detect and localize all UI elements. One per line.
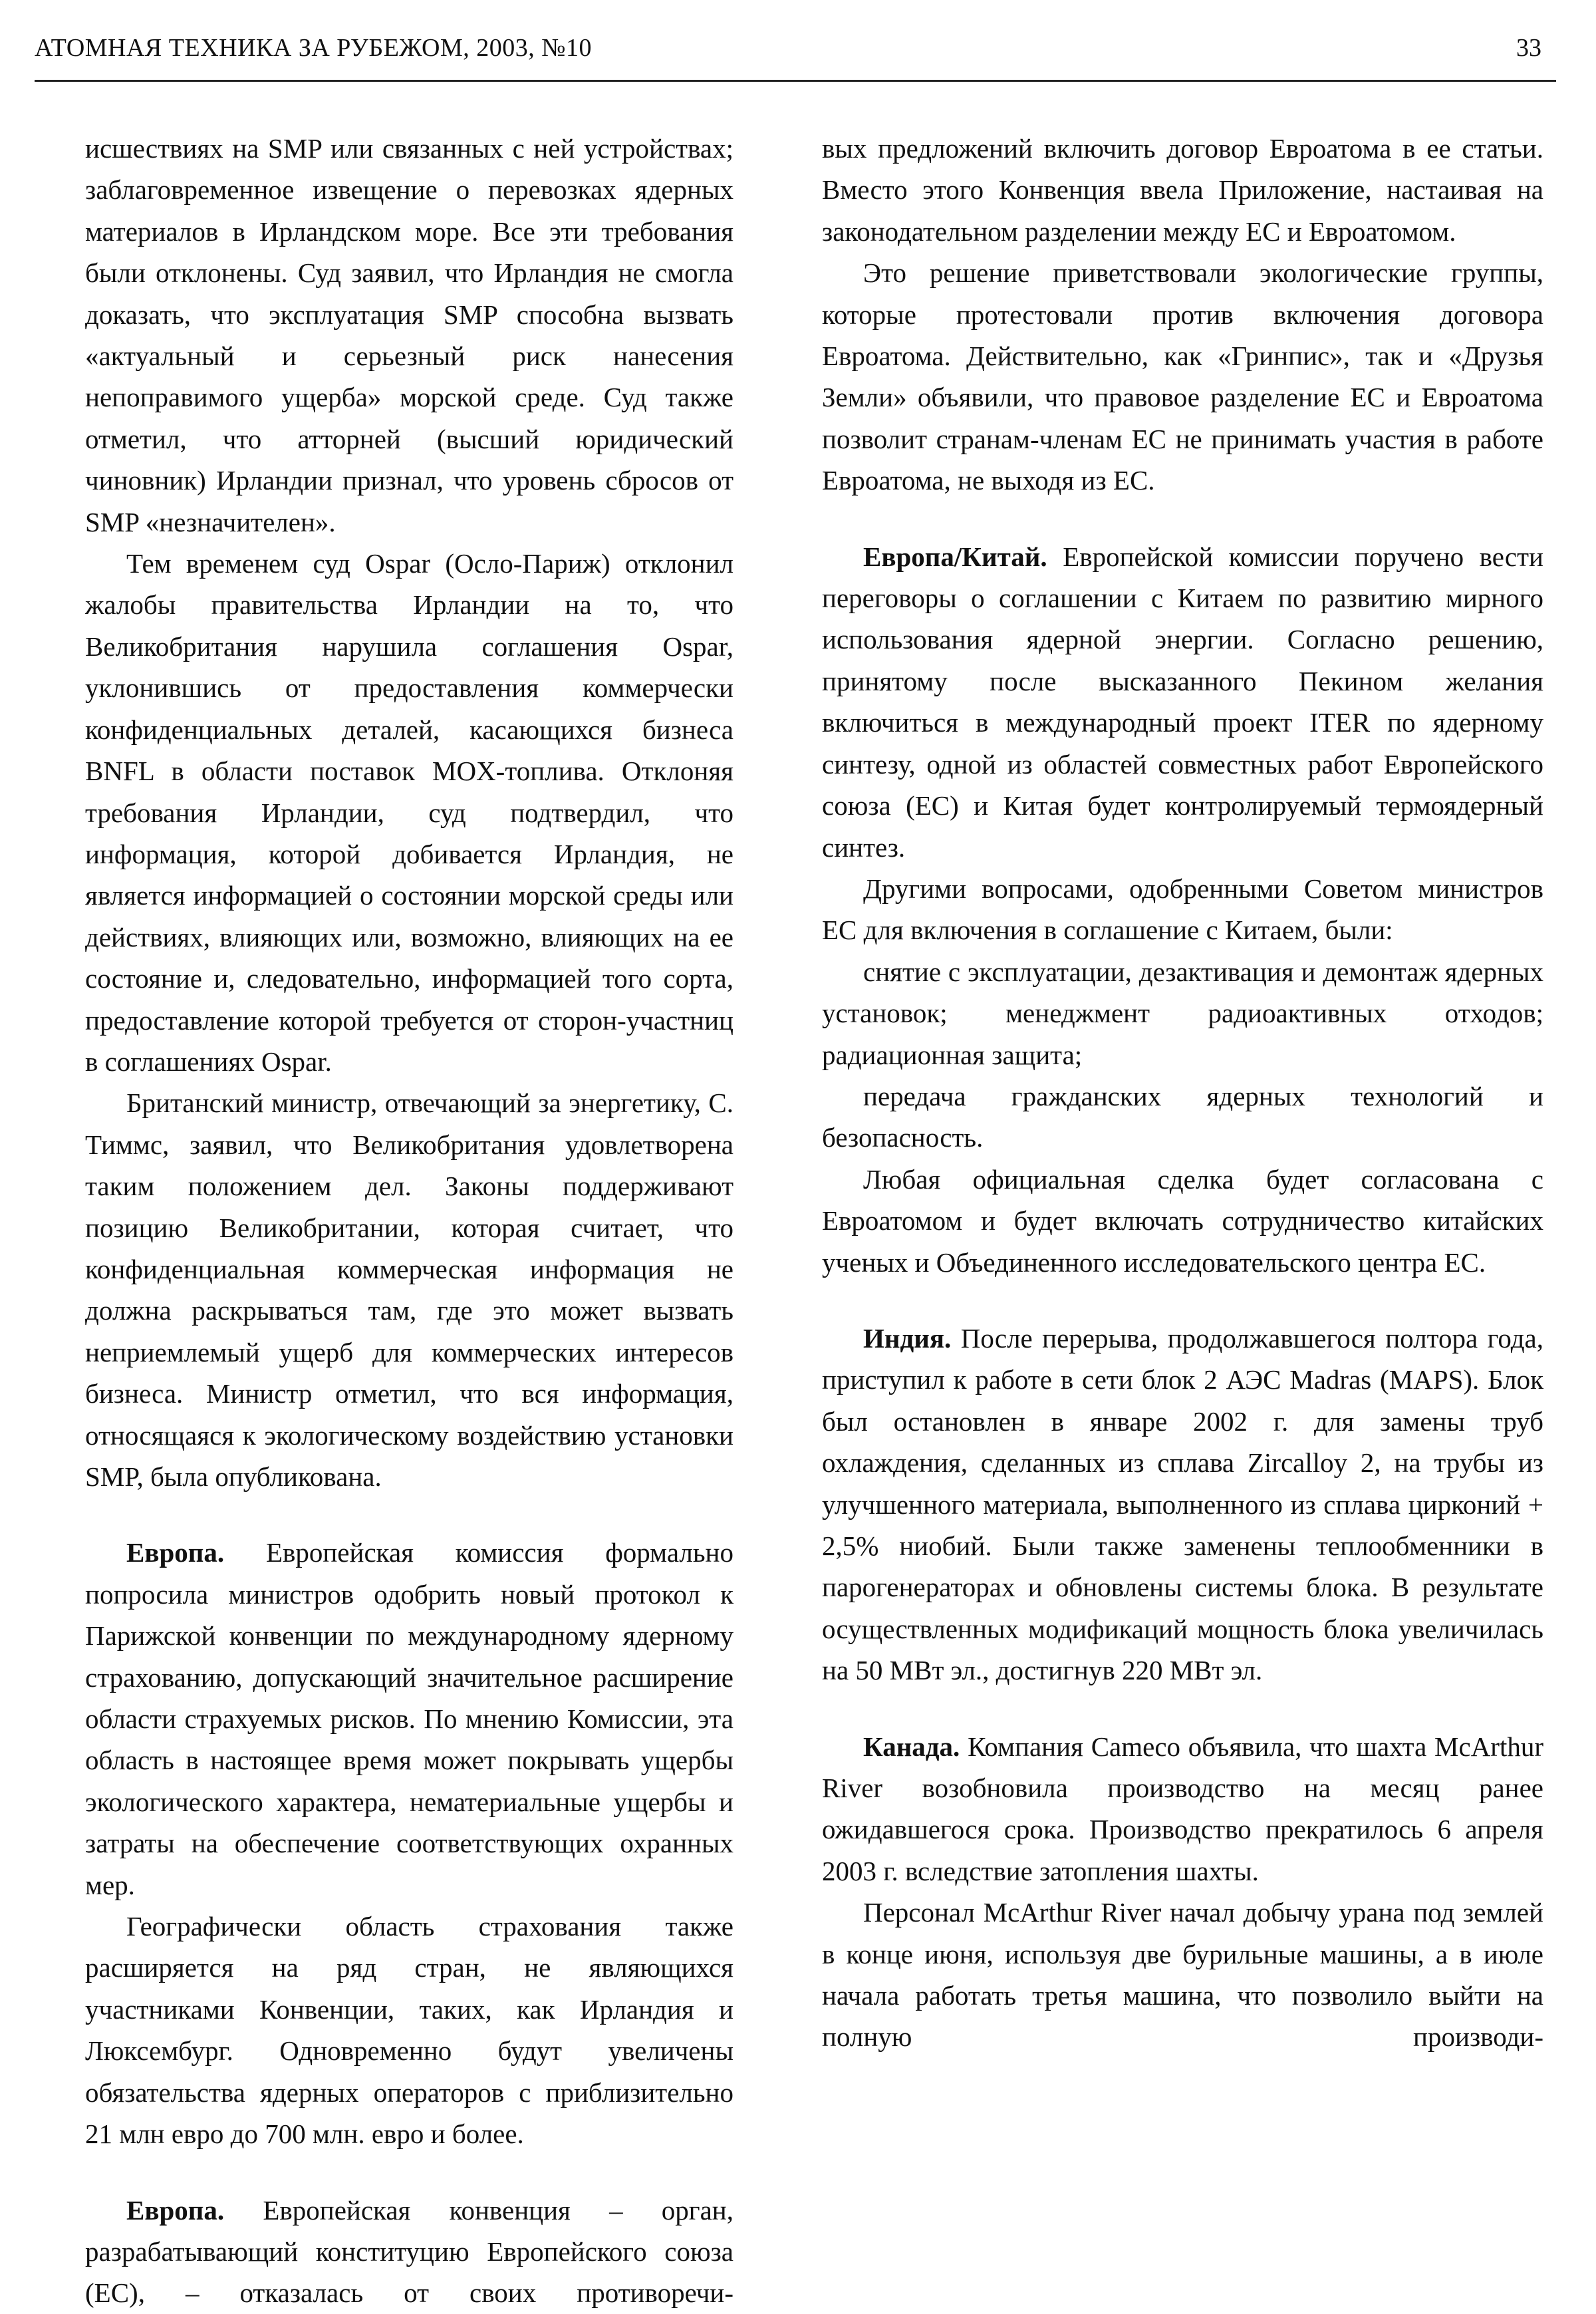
paragraph-text: Другими вопросами, одобренными Советом министров ЕС для включения в соглашение с Китаем, были:	[822, 873, 1543, 946]
right-column	[822, 128, 1543, 2058]
left-column	[85, 128, 733, 2314]
paragraph	[822, 868, 1543, 951]
paragraph-text: Любая официальная сделка будет согласована с Евроатомом и будет включать сотрудничество китайских ученых и Объединенного исследовательского центра ЕС.	[822, 1163, 1543, 1278]
running-header	[35, 27, 1556, 82]
paragraph-text: Это решение приветствовали экологические группы, которые протестовали против включения договора Евроатома. Действительно, как «Гринпис», так и «Друзья Земли» объявили, что правовое разделение ЕС и Евроатома позволит странам-членам ЕС не принимать участия в работе Евроатома, не выходя из ЕС.	[822, 257, 1543, 496]
paragraph	[85, 128, 733, 543]
paragraph-text: Компания Cameco объявила, что шахта McArthur River возобновила производство на месяц ранее ожидавшегося срока. Производство прекратилось 6 апреля 2003 г. вследствие затопления шахты.	[822, 1731, 1543, 1886]
paragraph	[85, 1906, 733, 2154]
paragraph-text: Географически область страхования также расширяется на ряд стран, не являющихся участниками Конвенции, таких, как Ирландия и Люксембург. Одновременно будут увеличены обязательства ядерных операторов с приблизительно 21 млн евро до 700 млн. евро и более.	[85, 1911, 733, 2150]
paragraph	[822, 252, 1543, 501]
paragraph-text: После перерыва, продолжавшегося полтора года, приступил к работе в сети блок 2 АЭС Madras (MAPS). Блок был остановлен в январе 2002 г. для замены труб охлаждения, сделанных из сплава Zircalloy 2, на трубы из улучшенного материала, выполненного из сплава цирконий + 2,5% ниобий. Были также заменены теплообменники в парогенераторах и обновлены системы блока. В результате осуществленных модификаций мощность блока увеличилась на 50 МВт эл., достигнув 220 МВт эл.	[822, 1322, 1543, 1686]
section-lead: Европа.	[126, 2194, 225, 2226]
paragraph	[85, 1082, 733, 1497]
paragraph-europe-insurance	[85, 1532, 733, 1906]
paragraph	[822, 1159, 1543, 1283]
paragraph	[822, 1892, 1543, 2058]
paragraph-europe-china	[822, 536, 1543, 868]
paragraph-india	[822, 1318, 1543, 1691]
paragraph-text: снятие с эксплуатации, дезактивация и демонтаж ядерных установок; менеджмент радиоактивных отходов; радиационная защита;	[822, 956, 1543, 1070]
section-lead: Европа.	[126, 1537, 225, 1568]
paragraph-text: Европейской комиссии поручено вести переговоры о соглашении с Китаем по развитию мирного использования ядерной энергии. Согласно решению, принятому после высказанного Пекином желания включиться в международный проект ITER по ядерному синтезу, одной из областей совместных работ Европейского союза (ЕС) и Китая будет контролируемый термоядерный синтез.	[822, 541, 1543, 863]
paragraph-text: Британский министр, отвечающий за энергетику, С. Тиммс, заявил, что Великобритания удовлетворена таким положением дел. Законы поддерживают позицию Великобритании, которая считает, что конфиденциальная коммерческая информация не должна раскрываться там, где это может вызвать неприемлемый ущерб для коммерческих интересов бизнеса. Министр отметил, что вся информация, относящаяся к экологическому воздействию установки SMP, была опубликована.	[85, 1087, 733, 1492]
paragraph-text: вых предложений включить договор Евроатома в ее статьи. Вместо этого Конвенция ввела Приложение, настаивая на законодательном разделении между ЕС и Евроатомом.	[822, 133, 1543, 247]
paragraph	[822, 128, 1543, 252]
list-item	[822, 1076, 1543, 1159]
paragraph-canada	[822, 1726, 1543, 1892]
journal-title: АТОМНАЯ ТЕХНИКА ЗА РУБЕЖОМ, 2003, №10	[35, 34, 593, 62]
section-lead: Индия.	[863, 1322, 952, 1354]
list-item	[822, 951, 1543, 1076]
paragraph-text: Тем временем суд Ospar (Осло-Париж) отклонил жалобы правительства Ирландии на то, что Великобритания нарушила соглашения Ospar, уклонившись от предоставления коммерчески конфиденциальных деталей, касающихся бизнеса BNFL в области поставок MOX-топлива. Отклоняя требования Ирландии, суд подтвердил, что информация, которой добивается Ирландия, не является информацией о состоянии морской среды или действиях, влияющих или, возможно, влияющих на ее состояние и, следовательно, информацией того сорта, предоставление которой требуется от сторон-участниц в соглашениях Ospar.	[85, 548, 733, 1077]
section-lead: Канада.	[863, 1731, 960, 1762]
section-lead: Европа/Китай.	[863, 541, 1047, 572]
paragraph-europe-convention	[85, 2190, 733, 2314]
page-number: 33	[1516, 34, 1541, 62]
paragraph-text: Персонал McArthur River начал добычу урана под землей в конце июня, используя две бурильные машины, а в июле начала работать третья машина, что позволило выйти на полную производи-	[822, 1897, 1543, 2053]
paragraph-text: передача гражданских ядерных технологий и безопасность.	[822, 1080, 1543, 1153]
paragraph	[85, 543, 733, 1082]
paragraph-text: Европейская конвенция – орган, разрабатывающий конституцию Европейского союза (ЕС), – отказалась от своих противоречи-	[85, 2194, 733, 2309]
paragraph-text: Европейская комиссия формально попросила министров одобрить новый протокол к Парижской конвенции по международному ядерному страхованию, допускающий значительное расширение области страхуемых рисков. По мнению Комиссии, эта область в настоящее время может покрывать ущербы экологического характера, нематериальные ущербы и затраты на обеспечение соответствующих охранных мер.	[85, 1537, 733, 1900]
paragraph-text: исшествиях на SMP или связанных с ней устройствах; заблаговременное извещение о перевозках ядерных материалов в Ирландском море. Все эти требования были отклонены. Суд заявил, что Ирландия не смогла доказать, что эксплуатация SMP способна вызвать «актуальный и серьезный риск нанесения непоправимого ущерба» морской среде. Суд также отметил, что атторней (высший юридический чиновник) Ирландии признал, что уровень сбросов от SMP «незначителен».	[85, 133, 733, 537]
